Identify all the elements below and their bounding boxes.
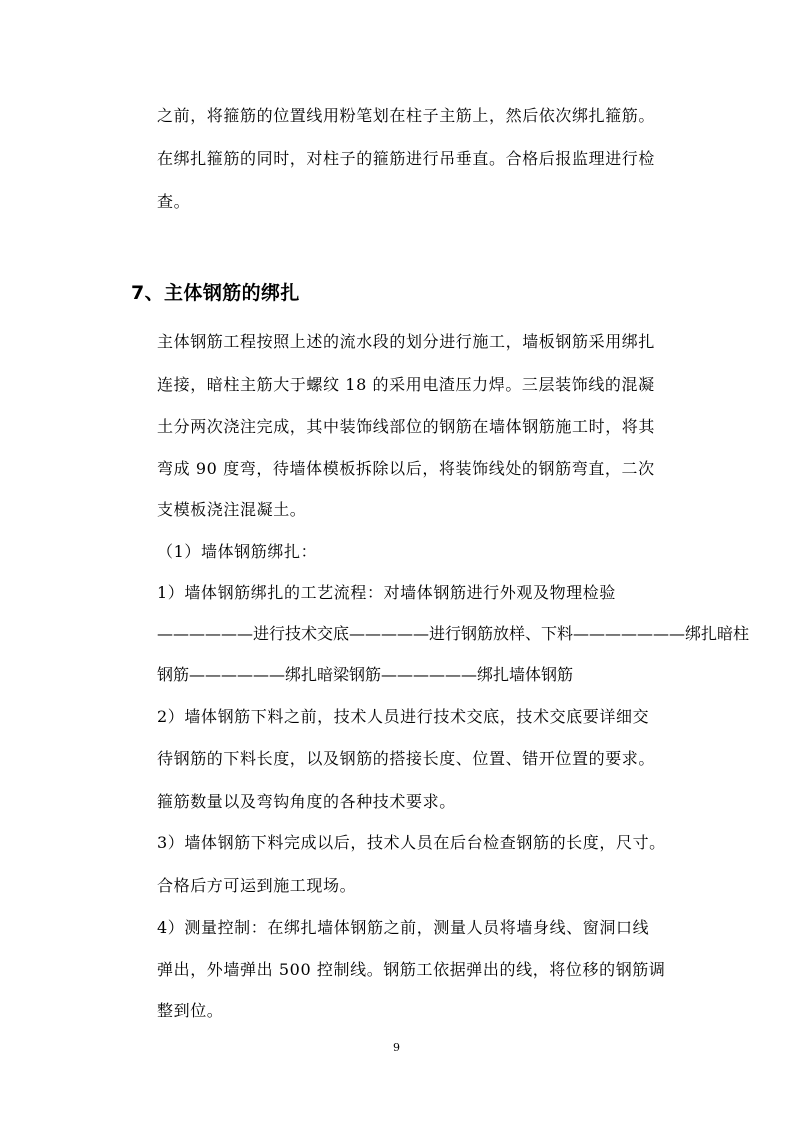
paragraph-line: 在绑扎箍筋的同时，对柱子的箍筋进行吊垂直。合格后报监理进行检 (157, 149, 656, 168)
list-item-line: 弹出，外墙弹出 500 控制线。钢筋工依据弹出的线，将位移的钢筋调 (157, 960, 666, 979)
paragraph-line: 土分两次浇注完成，其中装饰线部位的钢筋在墙体钢筋施工时，将其 (157, 417, 656, 436)
list-item-line: 1）墙体钢筋绑扎的工艺流程：对墙体钢筋进行外观及物理检验 (157, 583, 616, 602)
page-number: 9 (393, 1041, 400, 1054)
paragraph-line: 之前，将箍筋的位置线用粉笔划在柱子主筋上，然后依次绑扎箍筋。 (157, 106, 656, 125)
section-heading: 7、主体钢筋的绑扎 (131, 282, 300, 304)
list-item-line: 3）墙体钢筋下料完成以后，技术人员在后台检查钢筋的长度，尺寸。 (157, 833, 666, 852)
list-item-line: 待钢筋的下料长度，以及钢筋的搭接长度、位置、错开位置的要求。 (157, 749, 656, 768)
paragraph-line: 连接，暗柱主筋大于螺纹 18 的采用电渣压力焊。三层装饰线的混凝 (157, 375, 655, 394)
list-item-line: 合格后方可运到施工现场。 (157, 876, 357, 895)
list-item-line: 箍筋数量以及弯钩角度的各种技术要求。 (157, 792, 456, 811)
list-item-line: ——————进行技术交底—————进行钢筋放样、下料———————绑扎暗柱 (157, 624, 750, 643)
list-item-line: 整到位。 (157, 1001, 224, 1020)
paragraph-line: 查。 (157, 192, 191, 211)
list-item-line: 钢筋——————绑扎暗梁钢筋——————绑扎墙体钢筋 (157, 665, 574, 684)
list-item-line: 4）测量控制：在绑扎墙体钢筋之前，测量人员将墙身线、窗洞口线 (157, 918, 650, 937)
paragraph-line: 主体钢筋工程按照上述的流水段的划分进行施工，墙板钢筋采用绑扎 (157, 332, 656, 351)
paragraph-line: 支模板浇注混凝土。 (157, 500, 307, 519)
paragraph-line: 弯成 90 度弯，待墙体模板拆除以后，将装饰线处的钢筋弯直，二次 (157, 459, 655, 478)
list-item-line: 2）墙体钢筋下料之前，技术人员进行技术交底，技术交底要详细交 (157, 707, 650, 726)
subsection-heading: （1）墙体钢筋绑扎： (157, 542, 318, 561)
